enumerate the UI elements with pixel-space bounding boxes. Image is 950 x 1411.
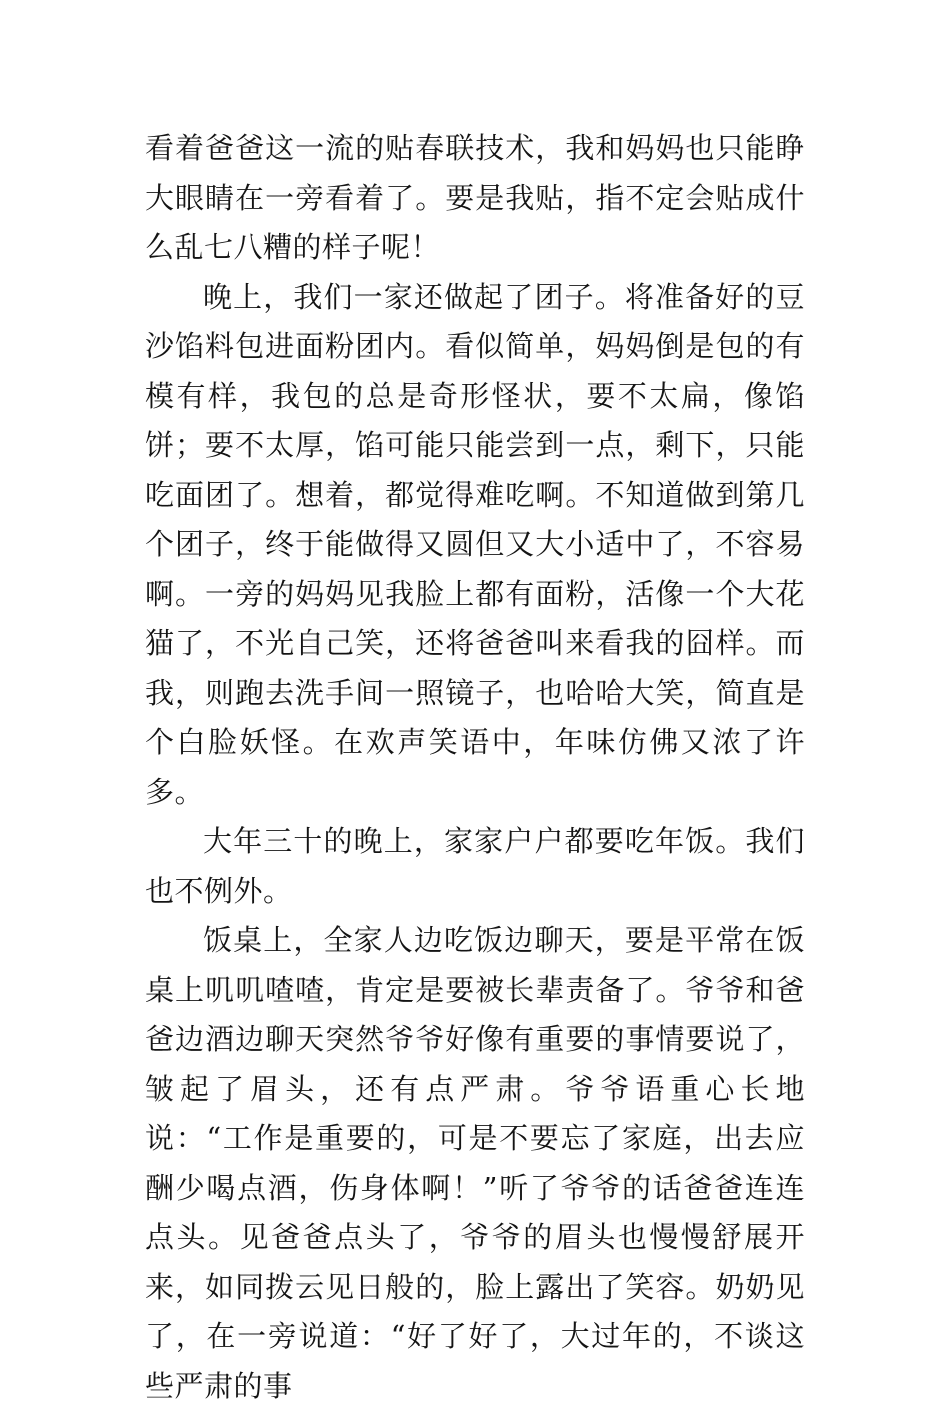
paragraph-1: 看着爸爸这一流的贴春联技术，我和妈妈也只能睁大眼睛在一旁看着了。要是我贴，指不定会贴成什么乱七八糟的样子呢！ [145, 131, 805, 264]
paragraph-3: 大年三十的晚上，家家户户都要吃年饭。我们也不例外。 [145, 824, 805, 908]
paragraph-2: 晚上，我们一家还做起了团子。将准备好的豆沙馅料包进面粉团内。看似简单，妈妈倒是包的有模有样，我包的总是奇形怪状，要不太扁，像馅饼；要不太厚，馅可能只能尝到一点，剩下，只能吃面团了。想着，都觉得难吃啊。不知道做到第几个团子，终于能做得又圆但又大小适中了，不容易啊。一旁的妈妈见我脸上都有面粉，活像一个大花猫了，不光自己笑，还将爸爸叫来看我的囧样。而我，则跑去洗手间一照镜子，也哈哈大笑，简直是个白脸妖怪。在欢声笑语中，年味仿佛又浓了许多。 [145, 279, 805, 809]
document-body [145, 124, 805, 1411]
paragraph-4: 饭桌上，全家人边吃饭边聊天，要是平常在饭桌上叽叽喳喳，肯定是要被长辈责备了。爷爷和爸爸边酒边聊天突然爷爷好像有重要的事情要说了，皱起了眉头，还有点严肃。爷爷语重心长地说：“工作是重要的，可是不要忘了家庭，出去应酬少喝点酒，伤身体啊！”听了爷爷的话爸爸连连点头。见爸爸点头了，爷爷的眉头也慢慢舒展开来，如同拨云见日般的，脸上露出了笑容。奶奶见了，在一旁说道：“好了好了，大过年的，不谈这些严肃的事 [145, 923, 805, 1403]
